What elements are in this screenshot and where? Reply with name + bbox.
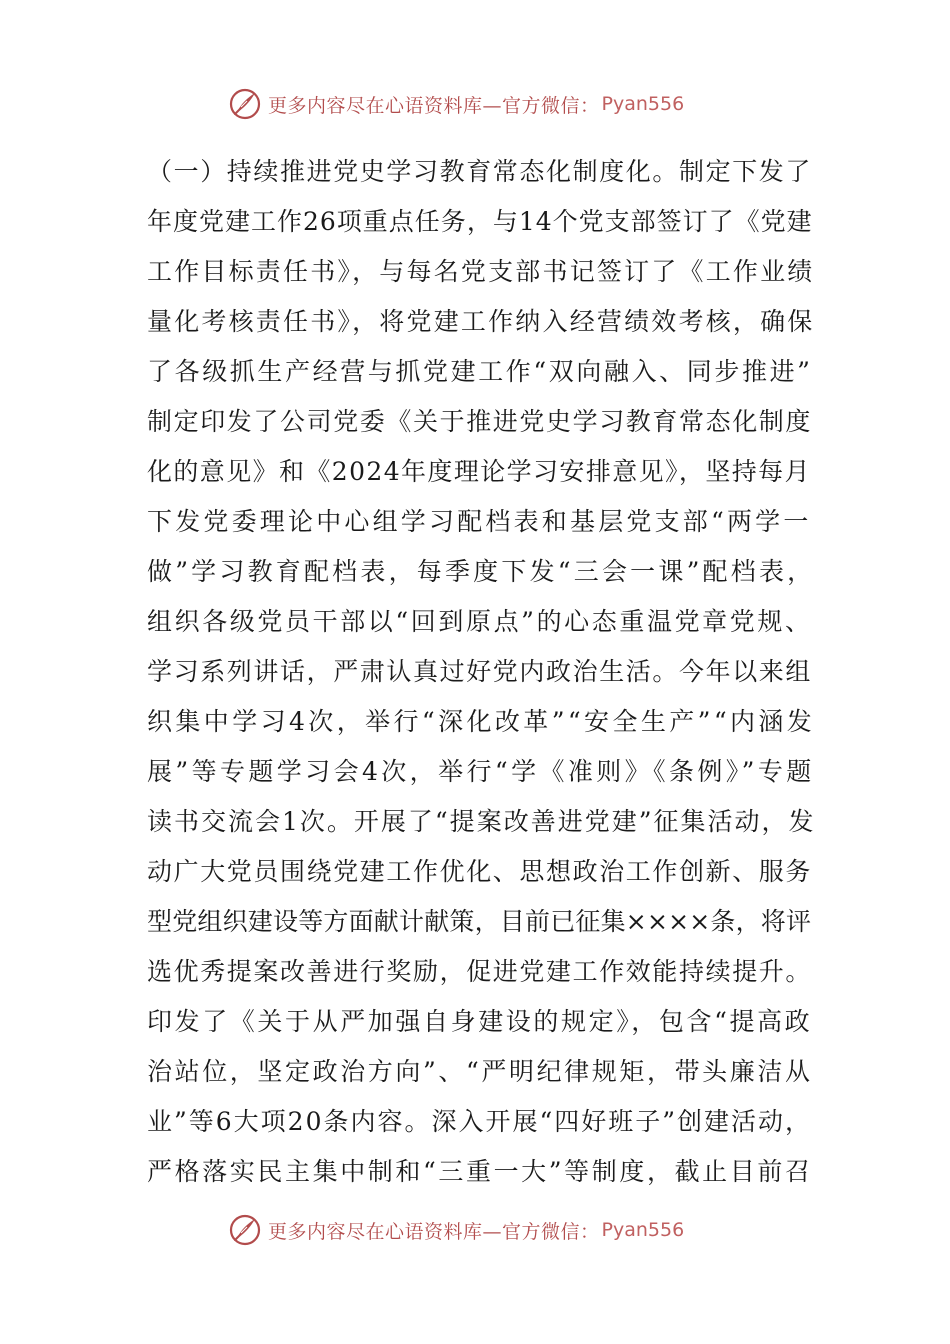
paragraph-line: 型党组织建设等方面献计献策，目前已征集××××条，将评 — [147, 907, 812, 936]
paragraph-line: 年度党建工作26项重点任务，与14个党支部签订了《党建 — [147, 207, 813, 236]
footer-watermark — [228, 1210, 684, 1250]
paragraph-line: 量化考核责任书》，将党建工作纳入经营绩效考核，确保 — [147, 307, 815, 336]
paragraph-line: （一）持续推进党史学习教育常态化制度化。制定下发了 — [147, 157, 813, 186]
paragraph-line: 做”学习教育配档表，每季度下发“三会一课”配档表， — [147, 557, 816, 586]
document-body — [147, 147, 815, 1197]
header-watermark — [228, 84, 684, 124]
watermark-wechat-id: Pyan556 — [601, 93, 685, 115]
paragraph-line: 业”等6大项20条内容。深入开展“四好班子”创建活动， — [147, 1107, 813, 1136]
paragraph-line: 动广大党员围绕党建工作优化、思想政治工作创新、服务 — [147, 857, 813, 886]
paragraph-line: 下发党委理论中心组学习配档表和基层党支部“两学一 — [147, 507, 812, 536]
paragraph-line: 制定印发了公司党委《关于推进党史学习教育常态化制度 — [147, 407, 813, 436]
paragraph-line: 织集中学习4次，举行“深化改革”“安全生产”“内涵发 — [147, 707, 816, 736]
watermark-text: 更多内容尽在心语资料库—官方微信： — [268, 94, 600, 117]
quill-pen-logo-icon — [228, 87, 262, 121]
paragraph-line: 组织各级党员干部以“回到原点”的心态重温党章党规、 — [147, 607, 813, 636]
paragraph-line: 化的意见》和《2024年度理论学习安排意见》，坚持每月 — [147, 457, 811, 486]
watermark-wechat-id: Pyan556 — [601, 1219, 685, 1241]
quill-pen-logo-icon — [228, 1213, 262, 1247]
paragraph-line: 印发了《关于从严加强自身建设的规定》，包含“提高政 — [147, 1007, 813, 1036]
paragraph-line: 工作目标责任书》，与每名党支部书记签订了《工作业绩 — [147, 257, 815, 286]
paragraph-line: 学习系列讲话，严肃认真过好党内政治生活。今年以来组 — [147, 657, 813, 686]
paragraph-line: 了各级抓生产经营与抓党建工作“双向融入、同步推进” — [147, 357, 813, 386]
paragraph-line: 严格落实民主集中制和“三重一大”等制度，截止目前召 — [147, 1157, 813, 1186]
paragraph-line: 治站位，坚定政治方向”、“严明纪律规矩，带头廉洁从 — [147, 1057, 813, 1086]
paragraph-line: 展”等专题学习会4次，举行“学《准则》《条例》”专题 — [147, 757, 815, 786]
watermark-text: 更多内容尽在心语资料库—官方微信： — [268, 1220, 600, 1243]
paragraph-line: 读书交流会1次。开展了“提案改善进党建”征集活动，发 — [147, 807, 816, 836]
paragraph-line: 选优秀提案改善进行奖励，促进党建工作效能持续提升。 — [147, 957, 813, 986]
